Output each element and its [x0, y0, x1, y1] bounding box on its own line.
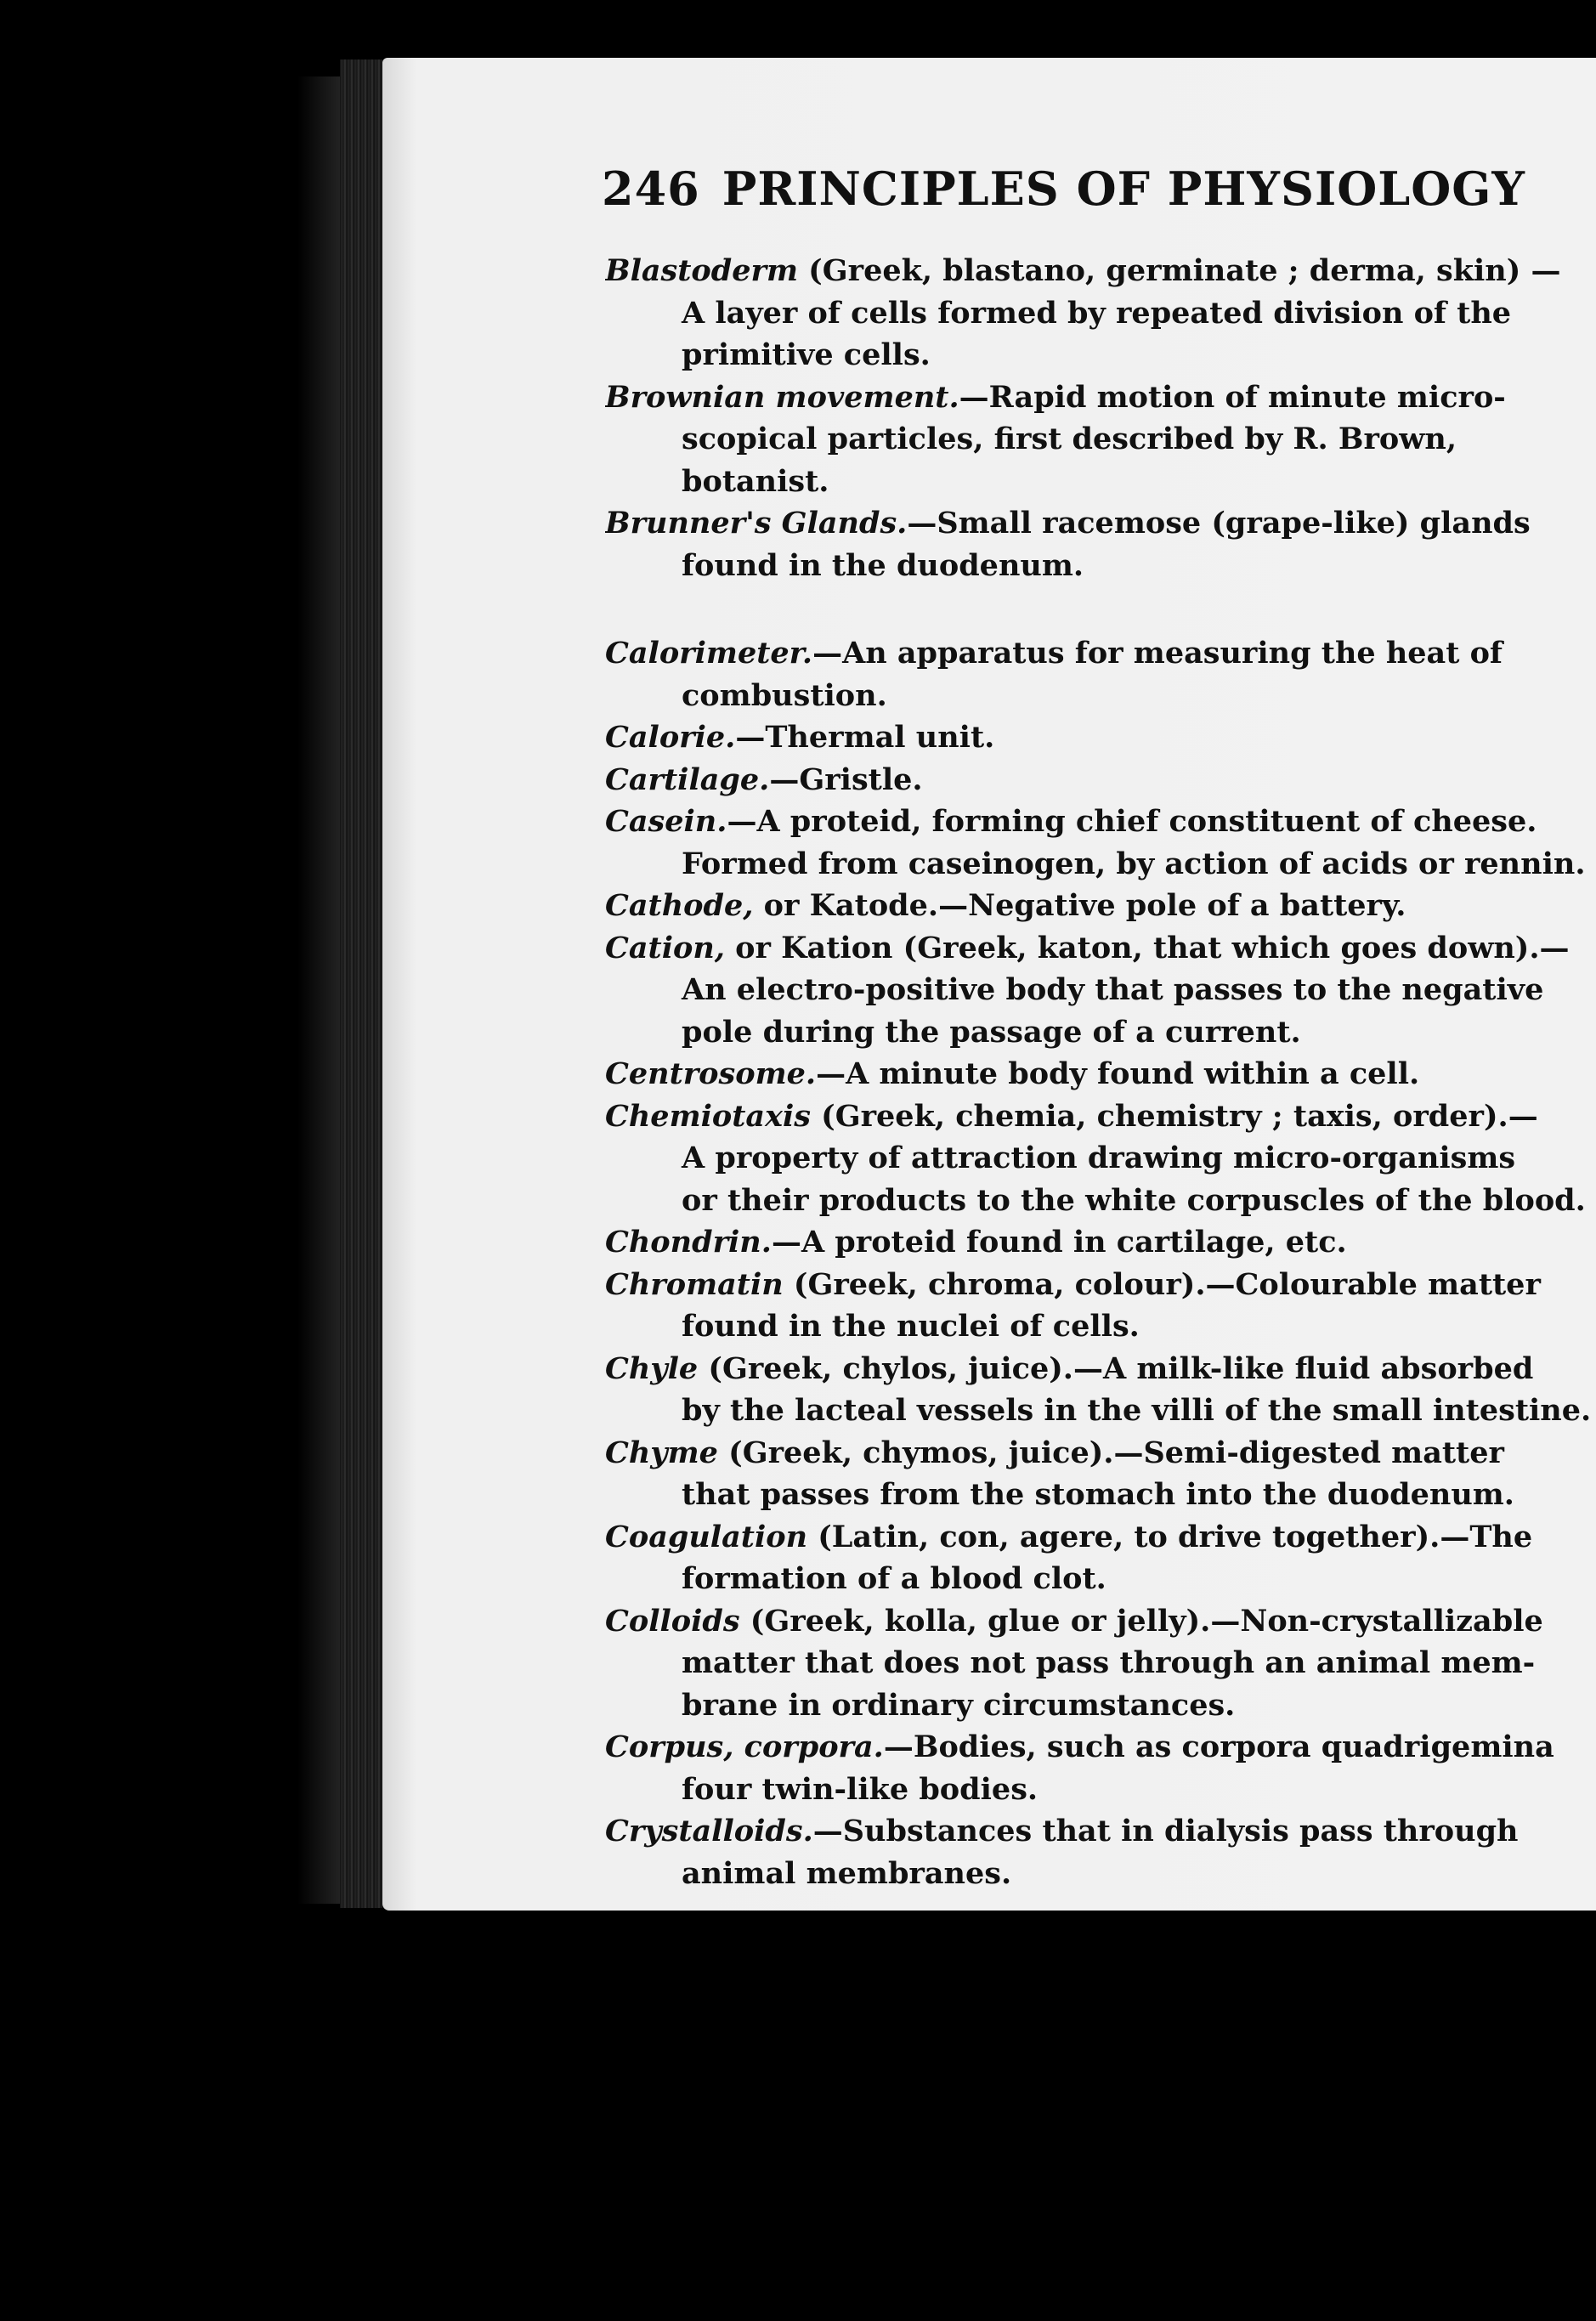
glossary-entry [605, 927, 1596, 1054]
glossary-entry [605, 502, 1596, 586]
entry-continuation-line: primitive cells. [682, 337, 931, 372]
entry-definition: —Small racemose (grape-like) glands [907, 506, 1531, 541]
glossary-entry [605, 1095, 1596, 1222]
glossary-entry [605, 885, 1596, 927]
entry-definition: (Greek, chylos, juice).—A milk-like fluid absorbed [698, 1350, 1534, 1386]
entry-definition: (Greek, chroma, colour).—Colourable matter [783, 1266, 1541, 1302]
entry-definition: or Katode.—Negative pole of a battery. [753, 888, 1406, 923]
entry-definition: —Rapid motion of minute micro- [959, 379, 1506, 415]
page-header [602, 161, 1596, 216]
entry-continuation-line: combustion. [682, 677, 887, 713]
entry-definition: (Greek, chymos, juice).—Semi-digested matter [717, 1435, 1504, 1470]
entry-definition: (Greek, chemia, chemistry ; taxis, order).— [810, 1098, 1538, 1134]
entry-continuation-line: found in the duodenum. [682, 547, 1084, 583]
glossary-entry [605, 1516, 1596, 1600]
entry-term: Blastoderm [605, 253, 798, 288]
glossary-entry [605, 1264, 1596, 1348]
entry-continuation-line: botanist. [682, 463, 829, 499]
entry-term: Corpus, corpora. [605, 1729, 884, 1764]
entry-definition: —A proteid, forming chief constituent of cheese. [727, 804, 1537, 839]
glossary-entry [605, 250, 1596, 376]
entry-continuation-line: matter that does not pass through an animal mem- [682, 1645, 1536, 1680]
entry-definition: —A minute body found within a cell. [816, 1056, 1420, 1091]
glossary-entry [605, 1053, 1596, 1095]
entry-term: Calorimeter. [605, 636, 813, 671]
entry-term: Brownian movement. [605, 379, 959, 415]
entry-term: Cartilage. [605, 761, 770, 797]
book-spine-shadow [297, 76, 340, 1904]
entry-definition: —An apparatus for measuring the heat of [812, 636, 1503, 671]
entry-definition: —Gristle. [769, 761, 923, 797]
entry-term: Crystalloids. [605, 1814, 813, 1848]
entry-term: Brunner's Glands. [605, 506, 908, 541]
glossary-entry [605, 1432, 1596, 1516]
entry-term: Chondrin. [605, 1225, 772, 1260]
glossary-entry [605, 1221, 1596, 1264]
glossary-entries [605, 250, 1596, 1894]
entry-term: Centrosome. [605, 1056, 817, 1091]
entry-continuation-line: scopical particles, first described by R. Brown, [682, 422, 1457, 456]
page-edges [340, 59, 382, 1908]
entry-definition: —Thermal unit. [735, 720, 995, 755]
entry-continuation-line: four twin-like bodies. [682, 1771, 1039, 1807]
glossary-entry [605, 1726, 1596, 1810]
entry-continuation-line: A property of attraction drawing micro-organisms [682, 1141, 1516, 1175]
entry-term: Cathode, [605, 888, 754, 923]
entry-continuation-line: by the lacteal vessels in the villi of the small intestine. [682, 1393, 1592, 1428]
entry-definition: or Kation (Greek, katon, that which goes down).— [724, 930, 1570, 965]
glossary-entry [605, 759, 1596, 801]
entry-definition: (Latin, con, agere, to drive together).—The [807, 1519, 1533, 1554]
entry-term: Coagulation [605, 1519, 808, 1554]
glossary-entry [605, 376, 1596, 503]
entry-term: Casein. [605, 804, 727, 839]
entry-term: Chemiotaxis [605, 1098, 811, 1134]
page-number: 246 [602, 161, 700, 216]
entry-term: Colloids [605, 1603, 740, 1639]
entry-definition: —A proteid found in cartilage, etc. [771, 1225, 1347, 1260]
entry-term: Chromatin [605, 1266, 784, 1302]
entry-term: Cation, [605, 930, 725, 965]
glossary-entry [605, 1348, 1596, 1432]
entry-continuation-line: An electro-positive body that passes to the negative [682, 972, 1544, 1007]
entry-continuation-line: Formed from caseinogen, by action of acids or rennin. [682, 846, 1586, 881]
entry-definition: —Substances that in dialysis pass through [812, 1814, 1519, 1848]
entry-definition: (Greek, kolla, glue or jelly).—Non-crystallizable [739, 1603, 1543, 1639]
glossary-entry [605, 1810, 1596, 1894]
glossary-entry [605, 801, 1596, 885]
entry-definition: (Greek, blastano, germinate ; derma, skin) — [798, 253, 1561, 288]
glossary-entry [605, 632, 1596, 716]
entry-continuation-line: or their products to the white corpuscles of the blood. [682, 1182, 1586, 1218]
entry-continuation-line: that passes from the stomach into the duodenum. [682, 1477, 1514, 1512]
entry-term: Chyme [605, 1435, 718, 1470]
running-head: PRINCIPLES OF PHYSIOLOGY [722, 161, 1525, 216]
entry-term: Calorie. [605, 720, 736, 755]
glossary-entry [605, 716, 1596, 759]
entry-continuation-line: animal membranes. [682, 1855, 1012, 1891]
entry-continuation-line: formation of a blood clot. [682, 1561, 1106, 1596]
glossary-entry [605, 1600, 1596, 1727]
entry-continuation-line: found in the nuclei of cells. [682, 1309, 1140, 1344]
entry-continuation-line: A layer of cells formed by repeated division of the [682, 295, 1512, 331]
entry-definition: —Bodies, such as corpora quadrigemina [883, 1729, 1554, 1764]
entry-continuation-line: pole during the passage of a current. [682, 1014, 1301, 1050]
entry-continuation-line: brane in ordinary circumstances. [682, 1687, 1236, 1723]
entry-term: Chyle [605, 1350, 699, 1386]
